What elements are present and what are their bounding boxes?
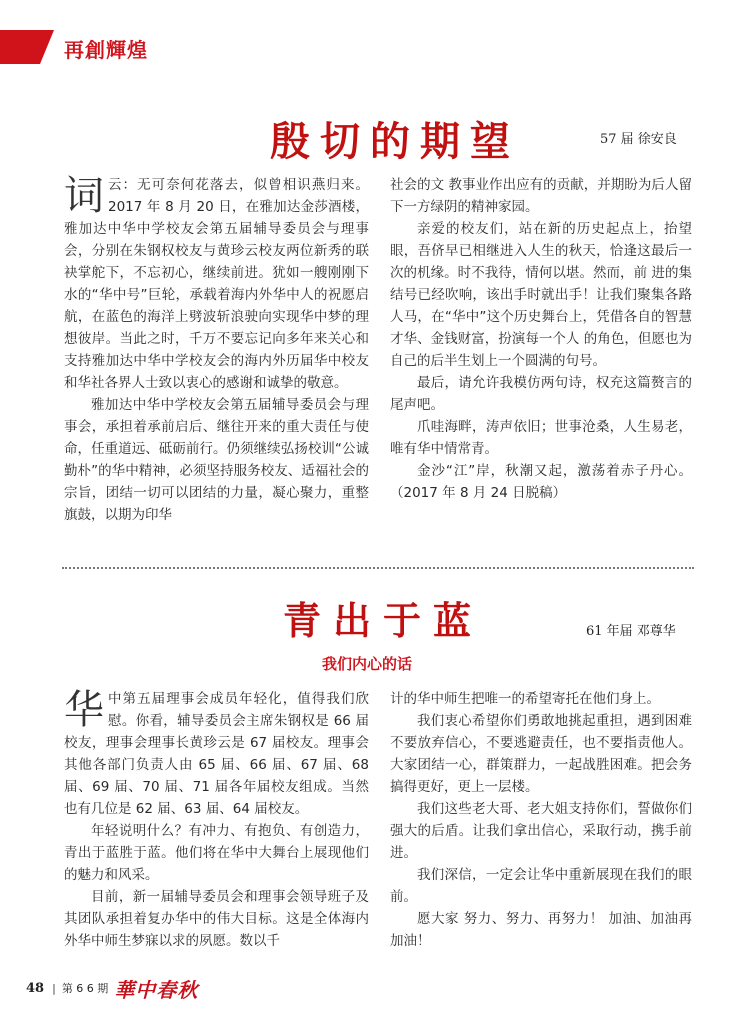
paragraph: 金沙“江”岸，秋潮又起，激荡着赤子丹心。（2017 年 8 月 24 日脱稿） [390, 463, 692, 501]
paragraph: 雅加达中华中学校友会第五届辅导委员会与理事会，承担着承前启后、继往开来的重大责任与使命，任重道远、砥砺前行。仍须继续弘扬校训“公诚勤朴”的华中精神，必须坚持服务校友、适福社会的宗旨，团结一切可以团结的力量，凝心聚力，重整旗鼓，以期为印华 [64, 397, 369, 523]
paragraph: 最后，请允许我模仿两句诗，权充这篇赘言的尾声吧。 [390, 375, 692, 413]
paragraph: 爪哇海畔，涛声依旧；世事沧桑，人生易老，唯有华中情常青。 [390, 419, 692, 457]
article1-right-column [390, 174, 692, 504]
article1-title: 殷切的期望 [270, 118, 520, 165]
paragraph: 云：无可奈何花落去，似曾相识燕归来。2017 年 8 月 20 日，在雅加达金莎酒楼，雅加达中华中学校友会第五届辅导委员会与理事会，分别在朱钢权校友与黄珍云校友两位新秀的联袂掌舵下，不忘初心，继续前进。犹如一艘刚刚下水的“华中号”巨轮，承载着海内外华中人的祝愿启航，在蓝色的海洋上劈波斩浪驶向实现华中梦的理想彼岸。当此之时，千万不要忘记向多年来关心和支持雅加达中华中学校友会的海内外历届华中校友和华社各界人士致以衷心的感谢和诚挚的敬意。 [64, 177, 369, 391]
page-footer [26, 976, 198, 1000]
article2-subtitle: 我们内心的话 [322, 655, 413, 673]
article2-dropcap: 华 [64, 687, 104, 733]
paragraph: 愿大家 努力、努力、再努力！ 加油、加油再加油！ [390, 911, 692, 949]
section-label: 再創輝煌 [64, 38, 148, 62]
magazine-logo: 華中春秋 [114, 977, 199, 1002]
paragraph: 计的华中师生把唯一的希望寄托在他们身上。 [390, 691, 660, 707]
article2-author: 61 年届 邓尊华 [586, 624, 676, 639]
paragraph: 我们深信，一定会让华中重新展现在我们的眼前。 [390, 867, 692, 905]
paragraph: 社会的文 教事业作出应有的贡献，并期盼为后人留下一方绿阴的精神家园。 [390, 177, 692, 215]
paragraph: 我们衷心希望你们勇敢地挑起重担，遇到困难不要放弃信心，不要逃避责任，也不要指责他人。大家团结一心，群策群力，一起战胜困难。把会务搞得更好，更上一层楼。 [390, 713, 692, 795]
page-number: 48 [26, 980, 45, 996]
paragraph: 目前，新一届辅导委员会和理事会领导班子及其团队承担着复办华中的伟大目标。这是全体海内外华中师生梦寐以求的夙愿。数以千 [64, 889, 369, 949]
dotted-divider [62, 567, 694, 569]
paragraph: 年轻说明什么？有冲力、有抱负、有创造力，青出于蓝胜于蓝。他们将在华中大舞台上展现他们的魅力和风采。 [64, 823, 369, 883]
paragraph: 中第五届理事会成员年轻化，值得我们欣慰。你看，辅导委员会主席朱钢权是 66 届校友，理事会理事长黄珍云是 67 届校友。理事会其他各部门负责人由 65 届、66 届、67 届、68 届、69 届、70 届、71 届各年届校友组成。当然也有几位是 62 届、63 届、64 届校友。 [64, 691, 369, 817]
footer-separator: | [52, 981, 56, 995]
article2-title: 青出于蓝 [283, 598, 484, 643]
article1-author: 57 届 徐安良 [600, 132, 677, 147]
article2-left-column [64, 688, 369, 952]
section-banner-shape [0, 30, 54, 64]
article1-dropcap: 词 [64, 173, 104, 219]
article1-left-column [64, 174, 369, 526]
issue-number: 第 6 6 期 [61, 982, 109, 995]
paragraph: 亲爱的校友们，站在新的历史起点上，抬望眼，吾侪早已相继进入人生的秋天，恰逢这最后一次的机缘。时不我待，情何以堪。然而，前 进的集结号已经吹响，该出手时就出手！让我们聚集各路人马，在“华中”这个历史舞台上，凭借各自的智慧才华、金钱财富，扮演每一个人 的角色，但愿也为自己的后半生划上一个圆满的句号。 [390, 221, 692, 369]
paragraph: 我们这些老大哥、老大姐支持你们，誓做你们强大的后盾。让我们拿出信心，采取行动，携手前进。 [390, 801, 692, 861]
article2-right-column [390, 688, 692, 952]
